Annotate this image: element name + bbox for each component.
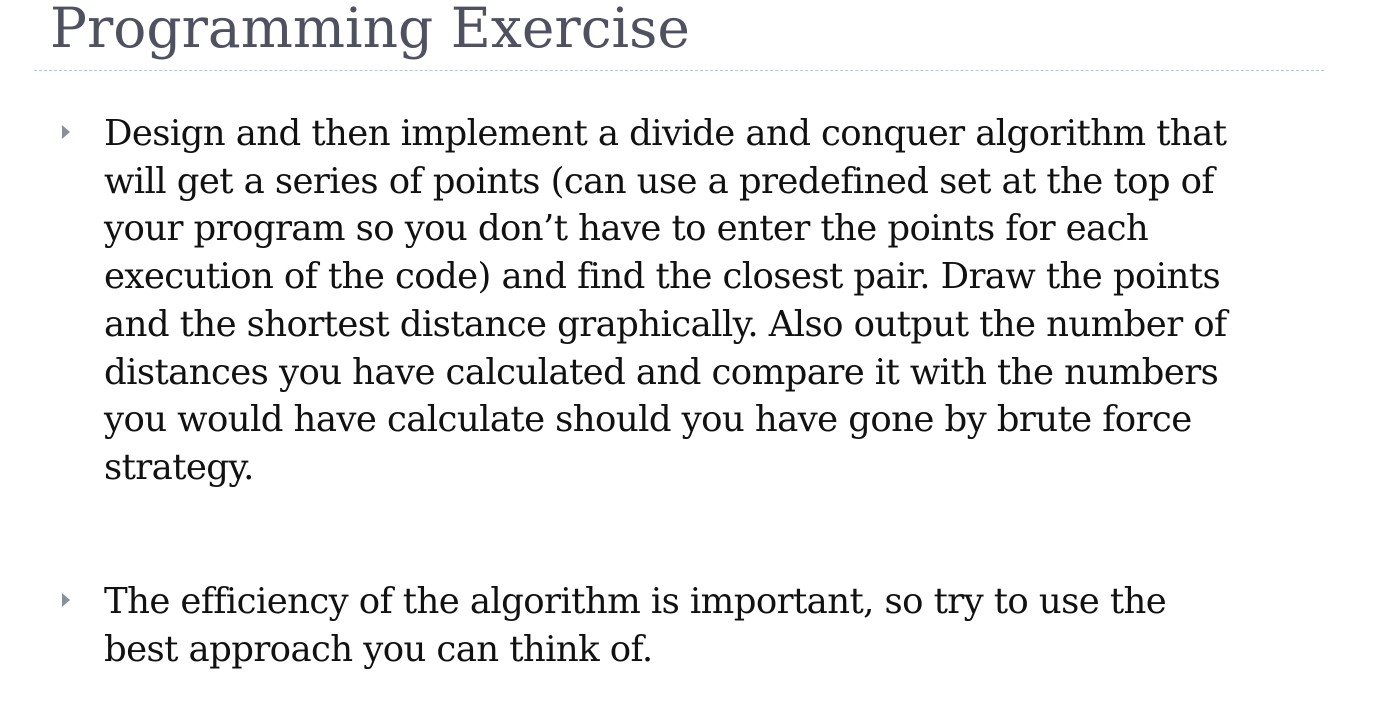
triangle-right-icon [62,125,70,139]
bullet-line: your program so you don’t have to enter the points for each [104,208,1149,250]
bullet-line: The efficiency of the algorithm is important, so try to use the [104,581,1167,622]
bullet-line: you would have calculate should you have gone by brute force [104,399,1192,441]
bullet-line: and the shortest distance graphically. Also output the number of [104,303,1227,345]
bullet-text [104,110,1379,492]
triangle-right-icon [62,593,70,607]
slide-title: Programming Exercise [50,0,690,60]
bullet-line: will get a series of points (can use a predefined set at the top of [104,160,1214,202]
bullet-line: best approach you can think of. [104,628,653,670]
bullet-line: execution of the code) and find the closest pair. Draw the points [104,256,1221,298]
title-divider [34,70,1324,71]
bullet-text [104,578,1379,673]
bullet-line: strategy. [104,446,254,488]
bullet-line: Design and then implement a divide and conquer algorithm that [104,113,1227,154]
bullet-line: distances you have calculated and compare it with the numbers [104,351,1219,393]
